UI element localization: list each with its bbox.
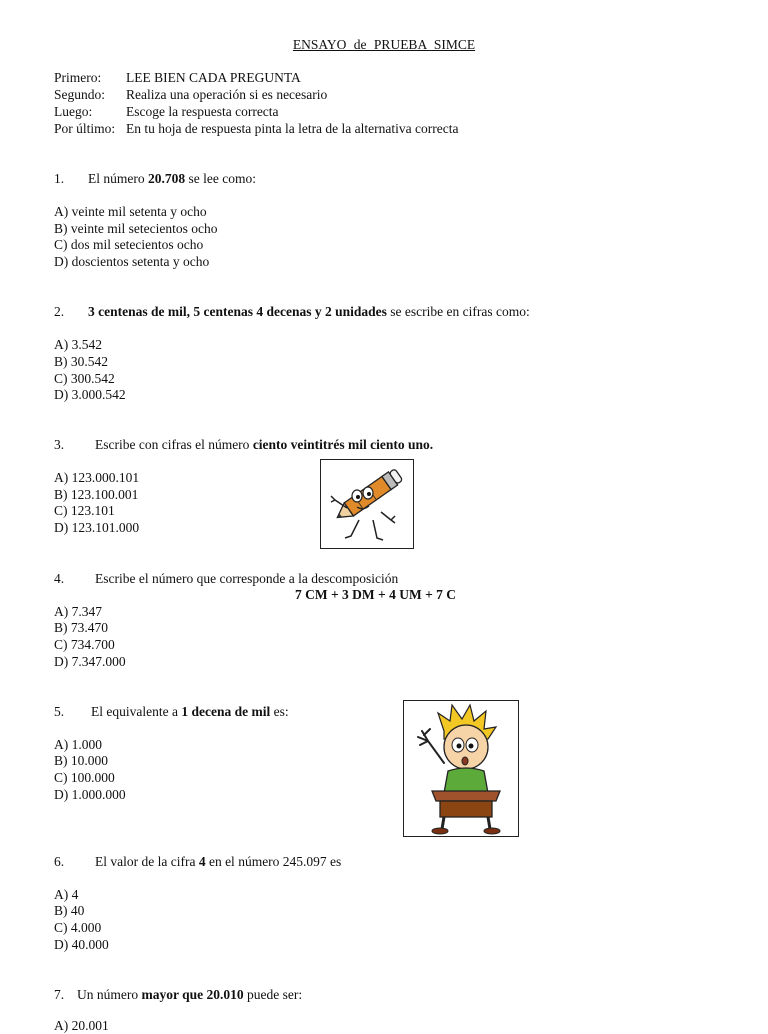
instruction-label: Luego: [54,104,93,119]
question-3 [54,436,433,453]
option-a[interactable]: A) veinte mil setenta y ocho [54,204,207,219]
instruction-text: LEE BIEN CADA PREGUNTA [126,70,301,85]
question-text: El número [88,171,148,186]
question-text: El valor de la cifra [95,854,199,869]
question-text: Un número [77,987,142,1002]
question-text: Escribe el número que corresponde a la descomposición [95,571,399,586]
option-d[interactable]: D) 1.000.000 [54,787,126,802]
question-number: 5. [54,704,65,719]
option-d[interactable]: D) 123.101.000 [54,520,140,535]
question-text: se escribe en cifras como: [386,304,530,319]
document-title: ENSAYO de PRUEBA SIMCE [292,37,476,52]
instruction-label: Primero: [54,70,102,85]
question-number: 6. [54,854,65,869]
instruction-row [54,69,301,86]
question-number: 1. [54,171,65,186]
question-text: puede ser: [243,987,303,1002]
question-bold: 3 centenas de mil, 5 centenas 4 decenas y 2 unidades [88,304,387,319]
option-b[interactable]: B) 73.470 [54,620,108,635]
option-a[interactable]: A) 7.347 [54,604,102,619]
instruction-text: Realiza una operación si es necesario [126,87,328,102]
option-b[interactable]: B) 123.100.001 [54,487,139,502]
pencil-character-icon [321,460,413,548]
instruction-row [54,86,327,103]
question-number: 4. [54,571,65,586]
question-4 [54,570,398,587]
pencil-clipart [320,459,414,549]
option-c[interactable]: C) 300.542 [54,371,115,386]
instruction-row [54,103,279,120]
option-b[interactable]: B) veinte mil setecientos ocho [54,221,218,236]
option-d[interactable]: D) 3.000.542 [54,387,126,402]
option-a[interactable]: A) 3.542 [54,337,102,352]
question-6 [54,853,341,870]
student-clipart [403,700,519,837]
option-c[interactable]: C) 100.000 [54,770,115,785]
question-1 [54,170,256,187]
option-c[interactable]: C) dos mil setecientos ocho [54,237,204,252]
question-2 [54,303,530,320]
question-5 [54,703,289,720]
question-bold: 20.708 [148,171,186,186]
student-raising-hand-icon [404,701,518,836]
option-a[interactable]: A) 123.000.101 [54,470,140,485]
option-a[interactable]: A) 1.000 [54,737,102,752]
question-number: 3. [54,437,65,452]
decomposition-formula: 7 CM + 3 DM + 4 UM + 7 C [295,587,457,602]
instruction-label: Por último: [54,121,116,136]
question-bold: 4 [198,854,206,869]
question-bold: ciento veintitrés mil ciento uno. [252,437,434,452]
question-number: 2. [54,304,65,319]
option-a[interactable]: A) 4 [54,887,79,902]
option-a[interactable]: A) 20.001 [54,1018,109,1033]
question-text: Escribe con cifras el número [95,437,253,452]
instruction-text: Escoge la respuesta correcta [126,104,279,119]
question-text: es: [270,704,289,719]
instruction-label: Segundo: [54,87,106,102]
question-text: se lee como: [185,171,256,186]
instruction-row [54,120,458,137]
option-b[interactable]: B) 10.000 [54,753,108,768]
option-d[interactable]: D) doscientos setenta y ocho [54,254,210,269]
option-b[interactable]: B) 30.542 [54,354,108,369]
question-text: en el número 245.097 es [205,854,342,869]
option-c[interactable]: C) 123.101 [54,503,115,518]
question-bold: mayor que 20.010 [141,987,244,1002]
option-d[interactable]: D) 7.347.000 [54,654,126,669]
question-number: 7. [54,987,65,1002]
question-text: El equivalente a [91,704,182,719]
question-bold: 1 decena de mil [181,704,271,719]
question-7 [54,986,302,1003]
instruction-text: En tu hoja de respuesta pinta la letra de la alternativa correcta [126,121,459,136]
option-c[interactable]: C) 734.700 [54,637,115,652]
option-c[interactable]: C) 4.000 [54,920,102,935]
option-d[interactable]: D) 40.000 [54,937,109,952]
option-b[interactable]: B) 40 [54,903,85,918]
